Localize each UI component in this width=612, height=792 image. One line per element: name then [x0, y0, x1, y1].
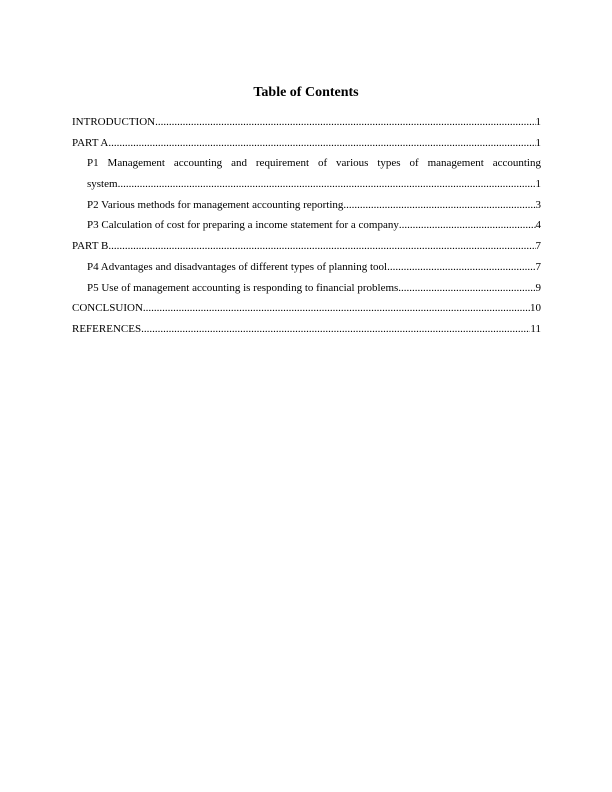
table-of-contents — [72, 112, 541, 340]
toc-page-number: 1 — [535, 116, 541, 128]
toc-entry-references[interactable] — [72, 319, 541, 340]
dot-leader — [118, 174, 536, 195]
toc-entry-label-line1: P1 Management accounting and requirement of various types of management accounting — [87, 157, 541, 170]
toc-page-number: 1 — [535, 136, 541, 149]
toc-entry-label: REFERENCES — [72, 322, 142, 335]
dot-leader — [108, 236, 535, 257]
dot-leader — [108, 133, 535, 154]
toc-entry-conclusion[interactable] — [72, 298, 541, 319]
toc-entry-label: system — [87, 178, 118, 191]
dot-leader — [399, 215, 536, 236]
toc-entry-label: CONCLSUION — [72, 302, 143, 315]
toc-page-number: 3 — [535, 198, 541, 211]
toc-entry-part-a[interactable] — [72, 133, 541, 154]
toc-page-number: 1 — [535, 178, 541, 191]
toc-page-number: 11 — [530, 322, 541, 335]
toc-entry-p2[interactable] — [72, 195, 541, 216]
dot-leader — [387, 257, 535, 278]
toc-page-number: 9 — [535, 281, 541, 294]
toc-title: Table of Contents — [253, 85, 359, 100]
toc-page-number: 4 — [535, 219, 541, 232]
toc-entry-label: PART B — [72, 240, 109, 253]
dot-leader — [143, 298, 530, 319]
toc-entry-label: P4 Advantages and disadvantages of different types of planning tool — [87, 260, 388, 273]
toc-entry-label: INTRODUCTION — [72, 116, 156, 128]
toc-entry-introduction[interactable] — [72, 112, 541, 133]
toc-entry-label: P2 Various methods for management accounting reporting — [87, 198, 344, 211]
dot-leader — [141, 319, 530, 340]
toc-entry-label: PART A — [72, 136, 109, 149]
dot-leader — [398, 278, 535, 299]
dot-leader — [155, 112, 535, 133]
toc-entry-p5[interactable] — [72, 278, 541, 299]
toc-page-number: 10 — [530, 302, 541, 315]
toc-entry-p1[interactable] — [72, 153, 541, 194]
dot-leader — [343, 195, 535, 216]
toc-page-number: 7 — [535, 240, 541, 253]
toc-page-number: 7 — [535, 260, 541, 273]
toc-entry-label: P5 Use of management accounting is responding to financial problems — [87, 281, 399, 294]
toc-entry-part-b[interactable] — [72, 236, 541, 257]
toc-entry-p3[interactable] — [72, 215, 541, 236]
toc-entry-label: P3 Calculation of cost for preparing a income statement for a company — [87, 219, 399, 232]
toc-entry-p4[interactable] — [72, 257, 541, 278]
